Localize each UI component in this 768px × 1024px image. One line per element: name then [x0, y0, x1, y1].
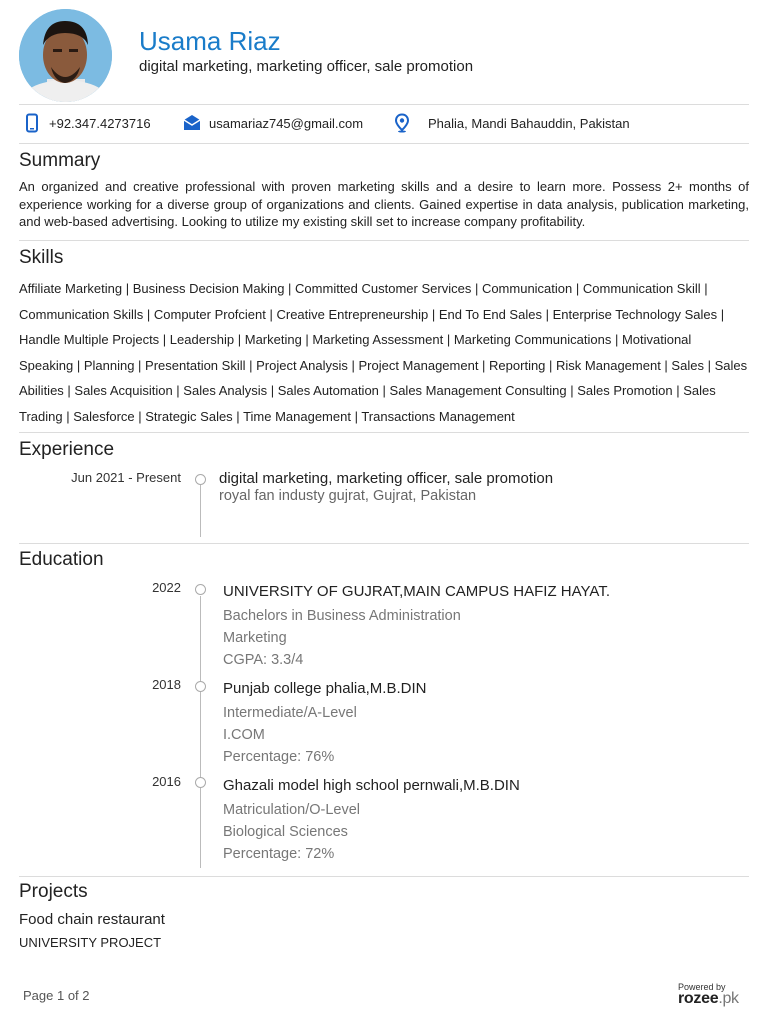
- skill-item: Enterprise Technology Sales: [552, 306, 718, 322]
- education-grade: Percentage: 72%: [223, 846, 335, 862]
- skill-separator: |: [566, 383, 578, 399]
- contact-phone: [22, 113, 151, 133]
- project-type: UNIVERSITY PROJECT: [19, 935, 162, 950]
- map-pin-icon: [392, 113, 412, 133]
- skill-item: Communication Skill: [582, 281, 701, 296]
- skill-item: Sales Promotion: [577, 383, 673, 399]
- skill-separator: |: [350, 408, 362, 424]
- skill-item: Computer Profcient: [153, 306, 266, 322]
- education-degree: Intermediate/A-Level: [223, 705, 357, 721]
- skill-item: Transactions Management: [361, 408, 515, 424]
- skill-separator: |: [541, 306, 553, 322]
- skill-separator: |: [471, 281, 482, 296]
- education-year: 2018: [152, 677, 181, 692]
- powered-by-label: Powered by: [678, 982, 726, 992]
- skill-item: End To End Sales: [438, 306, 542, 322]
- skill-item: Time Management: [243, 408, 351, 424]
- rozee-logo[interactable]: [678, 990, 739, 1008]
- skill-separator: |: [703, 357, 715, 373]
- divider: [19, 876, 749, 877]
- skill-item: Affiliate Marketing: [19, 281, 123, 296]
- skill-item: Handle Multiple Projects: [19, 332, 160, 348]
- skill-item: Motivational Speaking: [19, 332, 692, 373]
- skill-item: Reporting: [489, 357, 546, 373]
- projects-heading: Projects: [19, 881, 88, 902]
- skill-separator: |: [611, 332, 622, 348]
- skill-item: Strategic Sales: [145, 408, 233, 424]
- phone-number: +92.347.4273716: [49, 115, 151, 131]
- education-institution: Ghazali model high school pernwali,M.B.DIN: [223, 777, 520, 794]
- skill-separator: |: [378, 383, 390, 399]
- skill-separator: |: [428, 306, 439, 322]
- skill-item: Communication: [481, 281, 573, 296]
- education-year: 2022: [152, 580, 181, 595]
- skill-separator: |: [62, 408, 74, 424]
- education-field: Biological Sciences: [223, 824, 348, 840]
- envelope-icon: [182, 113, 202, 133]
- skill-separator: |: [172, 383, 184, 399]
- skill-separator: |: [301, 332, 313, 348]
- skill-separator: |: [347, 357, 359, 373]
- skill-separator: |: [245, 357, 257, 373]
- skill-separator: |: [700, 281, 708, 296]
- education-grade: Percentage: 76%: [223, 749, 335, 765]
- skill-item: Sales Automation: [277, 383, 379, 399]
- skill-item: Business Decision Making: [132, 281, 285, 296]
- skill-separator: |: [63, 383, 75, 399]
- timeline-marker: [195, 777, 206, 788]
- project-name: Food chain restaurant: [19, 911, 165, 928]
- skills-list: [19, 276, 749, 430]
- skill-item: Sales Acquisition: [74, 383, 173, 399]
- timeline-marker: [195, 681, 206, 692]
- experience-company: royal fan industy gujrat, Gujrat, Pakistan: [219, 488, 477, 504]
- skill-separator: |: [267, 383, 278, 399]
- skill-item: Sales: [671, 357, 704, 373]
- skill-separator: |: [73, 357, 84, 373]
- summary-heading: Summary: [19, 150, 101, 171]
- timeline-marker: [195, 584, 206, 595]
- skill-separator: |: [572, 281, 583, 296]
- skill-separator: |: [143, 306, 154, 322]
- experience-job-title: digital marketing, marketing officer, sale promotion: [219, 470, 554, 487]
- education-timeline: [200, 596, 201, 868]
- skill-separator: |: [159, 332, 170, 348]
- skill-separator: |: [545, 357, 557, 373]
- experience-heading: Experience: [19, 439, 115, 460]
- skill-item: Sales Analysis: [183, 383, 268, 399]
- skill-item: Risk Management: [556, 357, 661, 373]
- divider: [19, 143, 749, 144]
- education-year: 2016: [152, 774, 181, 789]
- skill-item: Leadership: [169, 332, 235, 348]
- skill-item: Committed Customer Services: [295, 281, 472, 296]
- skill-item: Salesforce: [73, 408, 135, 424]
- email-address: usamariaz745@gmail.com: [209, 115, 364, 131]
- candidate-name: Usama Riaz: [139, 26, 281, 56]
- skill-item: Creative Entrepreneurship: [276, 306, 429, 322]
- education-field: I.COM: [223, 727, 265, 743]
- skill-separator: |: [717, 306, 725, 322]
- skill-separator: |: [478, 357, 490, 373]
- skill-item: Project Management: [358, 357, 479, 373]
- education-institution: Punjab college phalia,M.B.DIN: [223, 680, 427, 697]
- candidate-headline: digital marketing, marketing officer, sale promotion: [139, 58, 474, 75]
- education-heading: Education: [19, 549, 104, 570]
- education-entry: [223, 777, 520, 865]
- skill-separator: |: [284, 281, 296, 296]
- divider: [19, 240, 749, 241]
- experience-date: Jun 2021 - Present: [71, 470, 181, 485]
- profile-photo: [19, 9, 112, 102]
- skill-separator: |: [672, 383, 684, 399]
- contact-location: [392, 113, 630, 133]
- education-degree: Matriculation/O-Level: [223, 802, 360, 818]
- divider: [19, 104, 749, 105]
- skill-separator: |: [660, 357, 672, 373]
- skill-item: Project Analysis: [256, 357, 348, 373]
- skill-separator: |: [122, 281, 133, 296]
- skill-item: Marketing Communications: [453, 332, 612, 348]
- divider: [19, 543, 749, 544]
- education-degree: Bachelors in Business Administration: [223, 608, 461, 624]
- education-institution: UNIVERSITY OF GUJRAT,MAIN CAMPUS HAFIZ HAYAT.: [223, 583, 610, 600]
- skill-item: Presentation Skill: [145, 357, 246, 373]
- contact-email: [182, 113, 363, 133]
- skill-separator: |: [232, 408, 244, 424]
- location-text: Phalia, Mandi Bahauddin, Pakistan: [428, 115, 630, 131]
- phone-icon: [22, 113, 42, 133]
- education-grade: CGPA: 3.3/4: [223, 652, 304, 668]
- skill-separator: |: [134, 408, 146, 424]
- brand-main: rozee: [678, 990, 719, 1007]
- education-entry: [223, 583, 610, 671]
- summary-text: An organized and creative professional with proven marketing skills and a desire to learn more. Possess 2+ months of experience working for a diverse group of organizations and clients. Gained expertise in data analysis, publication marketing, and web-based advertising. Looking to utilize my existing skill set to increase company profitability.: [19, 179, 749, 230]
- brand-suffix: .pk: [718, 990, 739, 1007]
- skill-item: Marketing Assessment: [312, 332, 444, 348]
- skill-item: Planning: [83, 357, 135, 373]
- education-field: Marketing: [223, 630, 287, 646]
- experience-timeline: [200, 485, 201, 537]
- page-indicator: Page 1 of 2: [23, 988, 90, 1003]
- skill-item: Sales Management Consulting: [389, 383, 567, 399]
- skill-item: Sales Trading: [19, 383, 716, 424]
- divider: [19, 432, 749, 433]
- skill-separator: |: [443, 332, 454, 348]
- skill-separator: |: [265, 306, 277, 322]
- skill-separator: |: [234, 332, 245, 348]
- education-entry: [223, 680, 426, 768]
- skill-separator: |: [134, 357, 146, 373]
- timeline-marker: [195, 474, 206, 485]
- skill-item: Marketing: [244, 332, 302, 348]
- skill-item: Sales Abilities: [19, 357, 748, 399]
- skill-item: Communication Skills: [19, 306, 144, 322]
- skills-heading: Skills: [19, 247, 64, 268]
